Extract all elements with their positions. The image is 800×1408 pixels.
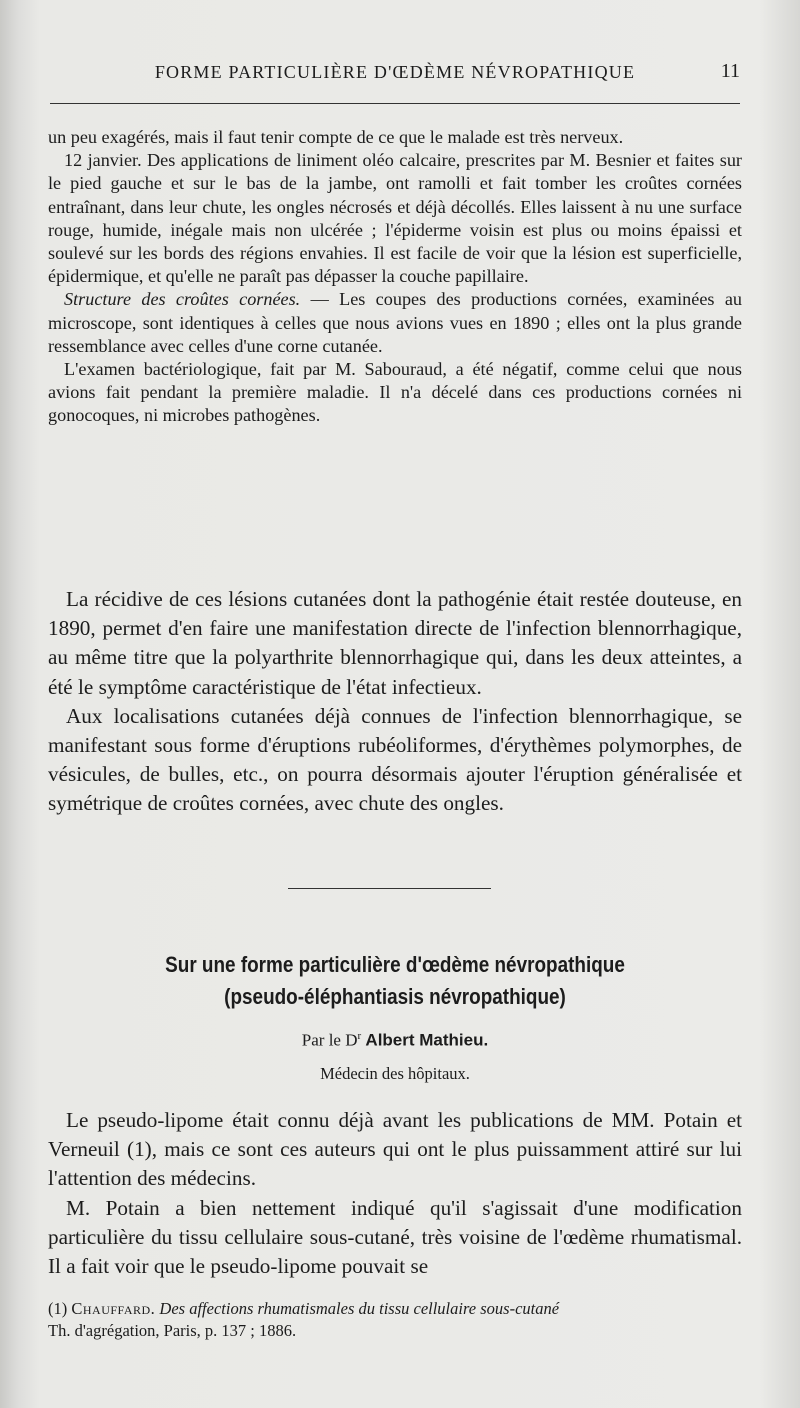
footnote-title: Des affections rhumatismales du tissu cellulaire sous-cutané [159, 1299, 560, 1318]
byline-prefix: Par le D [301, 1030, 358, 1050]
header-rule [50, 103, 740, 104]
structure-heading: Structure des croûtes cornées. [64, 289, 301, 310]
running-title: FORME PARTICULIÈRE D'ŒDÈME NÉVROPATHIQUE [154, 62, 636, 82]
byline-sup: r [357, 1030, 362, 1042]
footnote-line1 [48, 1298, 742, 1320]
article-body [48, 1106, 742, 1281]
paragraph-pseudo-lipome: Le pseudo-lipome était connu déjà avant les publications de MM. Potain et Verneuil (1), mais ce sont ces auteurs qui ont le plus puissamment attiré sur lui l'attention des médecins. [48, 1108, 742, 1191]
footnote-marker: (1) [48, 1299, 68, 1318]
paragraph-continuation: un peu exagérés, mais il faut tenir compte de ce que le malade est très nerveux. [48, 127, 624, 147]
paragraph-structure [48, 288, 742, 358]
section-separator [288, 888, 491, 889]
article-title-line1: Sur une forme particulière d'œdème névropathique [165, 952, 625, 977]
page-number: 11 [720, 60, 740, 82]
paragraph-recidive: La récidive de ces lésions cutanées dont la pathogénie était restée douteuse, en 1890, permet d'en faire une manifestation directe de l'infection blennorrhagique, au même titre que la polyarthrite blennorrhagique qui, dans les deux atteintes, a été le symptôme caractéristique de l'état infectieux. [48, 587, 742, 699]
byline [50, 1030, 740, 1051]
paragraph-bacteriology: L'examen bactériologique, fait par M. Sabouraud, a été négatif, comme celui que nous avions fait pendant la première maladie. Il n'a décelé dans ces productions cornées ni gonocoques, ni microbes pathogènes. [48, 359, 742, 426]
case-notes-section [48, 126, 742, 428]
paragraph-potain: M. Potain a bien nettement indiqué qu'il s'agissait d'une modification particulière du tissu cellulaire sous-cutané, très voisine de l'œdème rhumatismal. Il a fait voir que le pseudo-lipome pouvait se [48, 1195, 742, 1279]
author-name: Albert Mathieu. [365, 1030, 489, 1050]
paragraph-12-janvier: 12 janvier. Des applications de liniment oléo calcaire, prescrites par M. Besnier et faites sur le pied gauche et sur le bas de la jambe, ont ramolli et fait tomber les croûtes cornées entraînant, dans leur chute, les ongles nécrosés et déjà décollés. Elles laissent à nu une surface rouge, humide, inégale mais non ulcérée ; l'épiderme voisin est plus ou moins épaissi et soulevé sur les bords des régions envahies. Il est facile de voir que la lésion est superficielle, épidermique, et qu'elle ne paraît pas dépasser la couche papillaire. [48, 150, 742, 287]
footnote-line2: Th. d'agrégation, Paris, p. 137 ; 1886. [48, 1321, 297, 1340]
conclusion-section [48, 585, 742, 819]
footnote-author: Chauffard. [71, 1299, 156, 1318]
page-header [50, 60, 740, 88]
article-title-line2: (pseudo-éléphantiasis névropathique) [224, 984, 566, 1009]
structure-text: — Les coupes des productions cornées, examinées au microscope, sont identiques à celles que nous avions vues en 1890 ; elles ont la plus grande ressemblance avec celles d'une corne cutanée. [48, 289, 742, 356]
paragraph-localisations: Aux localisations cutanées déjà connues de l'infection blennorrhagique, se manifestant sous forme d'éruptions rubéoliformes, d'érythèmes polymorphes, de vésicules, de bulles, etc., on pourra désormais ajouter l'éruption généralisée et symétrique de croûtes cornées, avec chute des ongles. [48, 703, 742, 816]
footnote [48, 1298, 742, 1342]
author-affiliation: Médecin des hôpitaux. [320, 1064, 470, 1083]
